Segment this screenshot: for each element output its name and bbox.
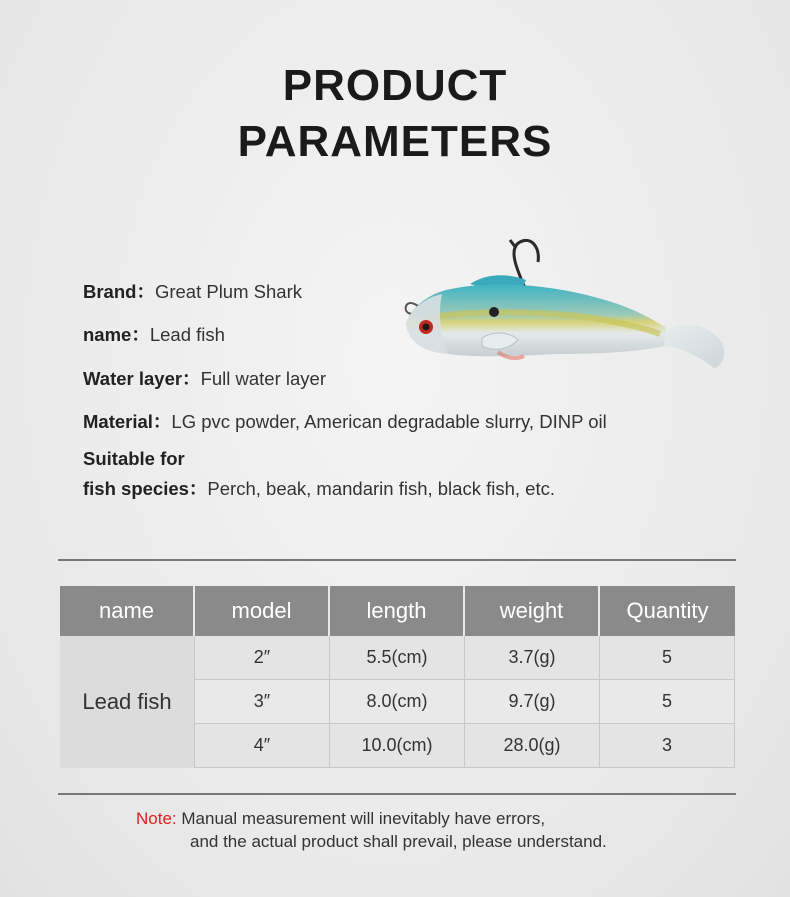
spec-material [83,408,607,434]
product-name-cell: Lead fish [60,636,195,768]
cell-model: 2″ [195,636,330,680]
spec-water-layer [83,365,326,391]
divider-top [58,559,736,561]
cell-length: 10.0(cm) [330,724,465,768]
spec-name-value: Lead fish [149,324,225,345]
note-text-2: and the actual product shall prevail, please understand. [190,832,607,851]
header-name: name [60,586,195,636]
note-label: Note: [136,809,177,828]
header-length: length [330,586,465,636]
header-model: model [195,586,330,636]
spec-name-label: name： [83,324,150,345]
table-row [195,636,735,680]
note-line-1 [136,807,607,830]
cell-length: 8.0(cm) [330,680,465,724]
fishing-lure-image [398,228,732,378]
cell-quantity: 5 [600,680,735,724]
spec-water-layer-label: Water layer： [83,368,201,389]
spec-name [83,321,225,347]
cell-weight: 9.7(g) [465,680,600,724]
spec-brand-value: Great Plum Shark [154,281,302,302]
header-quantity: Quantity [600,586,735,636]
cell-model: 4″ [195,724,330,768]
table-row [195,680,735,724]
spec-brand [83,278,302,304]
note-text-1: Manual measurement will inevitably have errors, [181,809,546,828]
parameters-table [60,586,735,768]
cell-length: 5.5(cm) [330,636,465,680]
cell-quantity: 3 [600,724,735,768]
cell-weight: 3.7(g) [465,636,600,680]
cell-quantity: 5 [600,636,735,680]
spec-species-label: fish species： [83,478,208,499]
title-line-2: PARAMETERS [237,117,553,166]
note-block [136,807,607,853]
divider-bottom [58,793,736,795]
cell-model: 3″ [195,680,330,724]
spec-species-value: Perch, beak, mandarin fish, black fish, etc. [207,478,555,499]
spec-brand-label: Brand： [83,281,155,302]
table-header-row [60,586,735,636]
title-line-1: PRODUCT [282,61,508,110]
header-weight: weight [465,586,600,636]
spec-species-label-line1: Suitable for [83,448,185,469]
table-row [195,724,735,768]
spec-species [83,475,555,501]
spec-material-label: Material： [83,411,172,432]
spec-water-layer-value: Full water layer [200,368,326,389]
cell-weight: 28.0(g) [465,724,600,768]
page-title [0,58,790,170]
spec-material-value: LG pvc powder, American degradable slurry, DINP oil [171,411,607,432]
